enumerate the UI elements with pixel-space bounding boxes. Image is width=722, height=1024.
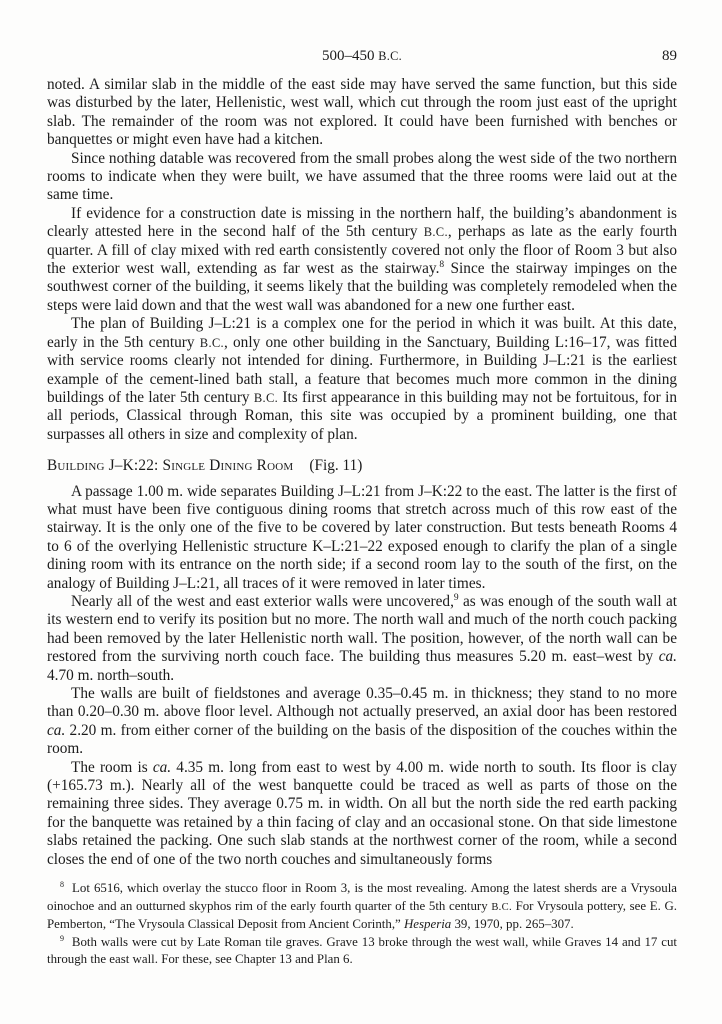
text-segment: B.C. <box>423 225 448 240</box>
text-segment: For Vrysoula pottery, see E. G. Pemberton, “The Vrysoula Classical Deposit from Ancient Corinth,” <box>47 898 677 932</box>
text-segment: 500–450 <box>321 48 379 64</box>
text-segment: Its first appearance in this building may not be fortuitous, for in all periods, Classical through Roman, this site was occupied by a prominent building, one that surpasses all others in size and complexity of plan. <box>47 388 677 443</box>
text-segment: The walls are built of fieldstones and average 0.35–0.45 m. in thickness; they stand to no more than 0.20–0.30 m. above floor level. Although not actually preserved, an axial door has been restored <box>47 685 677 721</box>
text-segment: Hesperia <box>404 917 452 932</box>
text-segment: Building J–K:22: Single Dining Room <box>47 457 294 475</box>
paragraph <box>47 315 677 444</box>
body-text <box>47 76 677 869</box>
text-segment: The plan of Building J–L:21 is a complex one for the period in which it was built. At this date, early in the 5th century <box>47 315 677 351</box>
footnote <box>47 934 677 969</box>
text-segment: 4.35 m. long from east to west by 4.00 m. wide north to south. Its floor is clay (+165.73 m.). Nearly all of the west banquette could be traced as well as parts of those on the remaining three sides. They average 0.75 m. in width. On all but the north side the red earth packing for the banquette was retained by a thin facing of clay and an occasional stone. On that side limestone slabs retained the packing. One such slab stands at the northwest corner of the room, while a second closes the end of one of the two north couches and simultaneously forms <box>47 758 678 868</box>
footnote-number: 9 <box>60 933 64 943</box>
text-segment: 39, 1970, pp. 265–307. <box>451 917 574 932</box>
footnote-number: 8 <box>60 879 64 889</box>
text-segment: Nearly all of the west and east exterior walls were uncovered, <box>71 592 454 610</box>
text-segment: ca. <box>658 648 677 666</box>
paragraph <box>47 76 677 150</box>
running-head-title <box>322 48 402 64</box>
footnote-reference: 8 <box>439 259 445 270</box>
text-segment: noted. A similar slab in the middle of the east side may have served the same function, but this side was disturbed by the later, Hellenistic, west wall, which cut through the room just east of the upright slab. The remainder of the room was not explored. It could have been furnished with benches or banquettes or might even have had a kitchen. <box>47 76 677 149</box>
paragraph <box>47 483 677 593</box>
page-number: 89 <box>662 48 677 64</box>
text-segment: B.C. <box>491 901 512 913</box>
text-segment: 4.70 m. north–south. <box>47 666 175 684</box>
text-segment: A passage 1.00 m. wide separates Building J–L:21 from J–K:22 to the east. The latter is the first of what must have been five contiguous dining rooms that stretch across much of this row east of the stairway. It is the only one of the five to be covered by later construction. But tests beneath Rooms 4 to 6 of the overlying Hellenistic structure K–L:21–22 exposed enough to clarify the plan of a single dining room with its entrance on the north side; if a second room lay to the south of the first, on the analogy of Building J–L:21, all traces of it were removed in later times. <box>47 482 677 592</box>
text-segment: (Fig. 11) <box>309 457 363 475</box>
text-segment: Since nothing datable was recovered from the small probes along the west side of the two northern rooms to indicate when they were built, we have assumed that the three rooms were laid out at the same time. <box>47 149 677 204</box>
section-heading <box>47 457 677 475</box>
text-segment: 2.20 m. from either corner of the building on the basis of the disposition of the couches within the room. <box>47 721 677 758</box>
footnote-reference: 9 <box>453 592 459 603</box>
text-segment: B.C. <box>199 335 224 350</box>
paragraph <box>47 593 677 685</box>
text-segment: Since the stairway impinges on the southwest corner of the building, it seems likely that the building was completely remodeled when the steps were laid down and that the west wall was abandoned for a new one further east. <box>47 260 678 314</box>
text-segment: Lot 6516, which overlay the stucco floor in Room 3, is the most revealing. Among the latest sherds are a Vrysoula oinochoe and an outturned skyphos rim of the early fourth quarter of the 5th century <box>47 881 677 913</box>
text-segment: , only one other building in the Sanctuary, Building L:16–17, was fitted with service rooms clearly not intended for dining. Furthermore, in Building J–L:21 is the earliest example of the cement-lined bath stall, a feature that becomes much more common in the dining buildings of the later 5th century <box>47 333 677 406</box>
text-segment: ca. <box>152 758 172 776</box>
paragraph <box>47 759 677 869</box>
text-segment: ca. <box>47 721 66 739</box>
page-content <box>47 48 677 969</box>
text-segment: Both walls were cut by Late Roman tile graves. Grave 13 broke through the west wall, while Graves 14 and 17 cut through the east wall. For these, see Chapter 13 and Plan 6. <box>47 934 677 967</box>
paragraph <box>47 205 677 315</box>
footnote <box>47 880 677 934</box>
running-header <box>47 48 677 67</box>
text-segment: B.C. <box>253 390 279 405</box>
footnotes <box>47 880 677 969</box>
text-segment: The room is <box>71 758 153 776</box>
paragraph <box>47 150 677 205</box>
paragraph <box>47 685 677 759</box>
text-segment: as was enough of the south wall at its western end to verify its position but no more. The north wall and much of the north couch packing had been removed by the later Hellenistic north wall. The position, however, of the north wall can be restored from the surviving north couch face. The building thus measures 5.20 m. east–west by <box>47 592 677 666</box>
text-segment: If evidence for a construction date is missing in the northern half, the building’s abandonment is clearly attested here in the second half of the 5th century <box>47 204 677 241</box>
text-segment: , perhaps as late as the early fourth quarter. A fill of clay mixed with red earth consistently covered not only the floor of Room 3 but also the exterior west wall, extending as far west as the stairway. <box>47 223 677 278</box>
text-segment: B.C. <box>378 49 402 63</box>
